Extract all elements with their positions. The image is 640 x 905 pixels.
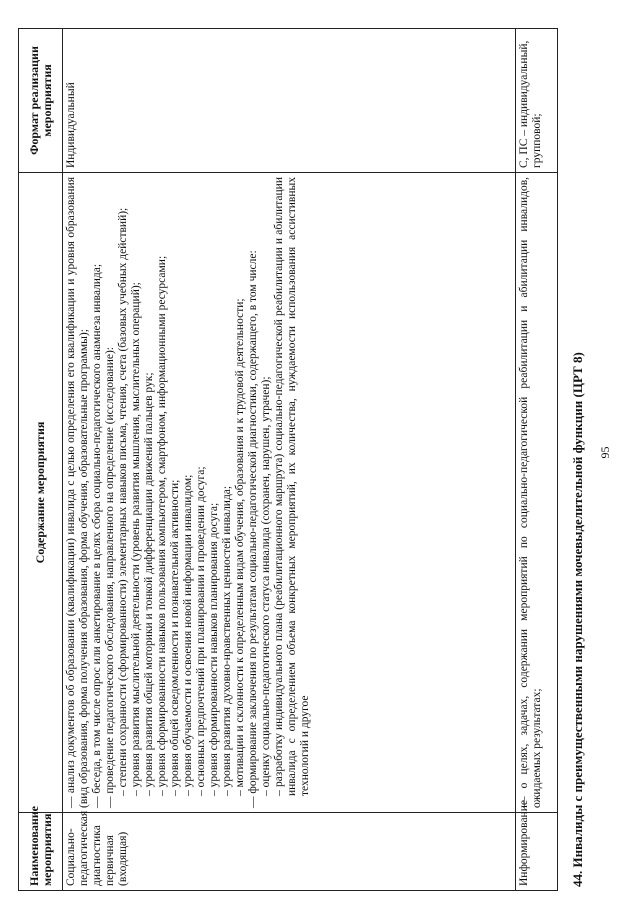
list-item: — формирование заключения по результатам социально-педагогической диагностики, содержащего, в том числе: bbox=[247, 250, 259, 808]
row-content bbox=[63, 173, 516, 813]
section-heading: 44. Инвалиды с преимущественными нарушениями мочевыделительной функции (ЦРТ 8) bbox=[570, 352, 585, 887]
sub-list-item: – уровня сформированности навыков планирования досуга; bbox=[208, 502, 220, 796]
list-item: — беседа, в том числе опрос или анкетирование в целях сбора социально-педагогического анамнеза инвалида; bbox=[91, 263, 103, 808]
activities-table bbox=[18, 28, 558, 891]
header-format: Формат реализации мероприятия bbox=[19, 29, 63, 173]
list-item: — анализ документов об образовании (квалификации) инвалида с целью определения его квалификации и уровня образования (вид образования, форма получения образования, форма обучения, образовательные программы); bbox=[65, 177, 90, 808]
row-format: Индивидуальный bbox=[63, 29, 516, 173]
table-row bbox=[516, 29, 558, 891]
header-name: Наименование мероприятия bbox=[19, 813, 63, 891]
table-header-row bbox=[19, 29, 63, 891]
sub-list-item: – уровня развития общей моторики и тонкой дифференциации движений пальцев рук; bbox=[143, 372, 155, 796]
content-list bbox=[65, 177, 312, 808]
sub-list-item: – разработку индивидуального плана (реабилитационного маршрута) социально-педагогической реабилитации и абилитации инвалида с определением объема конкретных мероприятий, их количества, нуждаемости использования ассистивных технологий и другое bbox=[273, 177, 311, 796]
list-item: — проведение педагогического обследования, направленного на определение (исследование): bbox=[104, 347, 116, 808]
row-content bbox=[516, 173, 558, 813]
list-item: — о целях, задачах, содержании мероприятий по социально-педагогической реабилитации и абилитации инвалидов, ожидаемых результатах; bbox=[518, 177, 543, 808]
sub-list-item: – степени сохранности (сформированности) элементарных навыков письма, чтения, счета (базовых учебных действий); bbox=[117, 207, 129, 796]
row-format: С, ПС – индивидуальный, групповой; bbox=[516, 29, 558, 173]
sub-list-item: – основных предпочтений при планировании и проведении досуга; bbox=[195, 466, 207, 796]
table-row bbox=[63, 29, 516, 891]
page-number: 95 bbox=[598, 446, 612, 459]
sub-list-item: – мотивации и склонности к определенным видам обучения, образования и к трудовой деятельности; bbox=[234, 298, 246, 796]
sub-list-item: – уровня общей осведомленности и познавательной активности; bbox=[169, 479, 181, 796]
header-content: Содержание мероприятия bbox=[19, 173, 63, 813]
content-list bbox=[518, 177, 544, 808]
row-name: Информирование bbox=[516, 813, 558, 891]
sub-list-item: – оценку социально-педагогического статуса инвалида (сохранен, нарушен, утрачен); bbox=[260, 376, 272, 796]
sub-list-item: – уровня развития мыслительной деятельности (уровень развития мышления, мыслительных операций); bbox=[130, 282, 142, 796]
sub-list-item: – уровня обучаемости и освоения новой информации инвалидом; bbox=[182, 474, 194, 796]
row-name: Социально-педагогическая диагностика первичная (входящая) bbox=[63, 813, 516, 891]
sub-list-item: – уровня развития духовно-нравственных ценностей инвалида; bbox=[221, 485, 233, 796]
sub-list-item: – уровня сформированности навыков пользования компьютером, смартфоном, информационными ресурсами; bbox=[156, 255, 168, 796]
